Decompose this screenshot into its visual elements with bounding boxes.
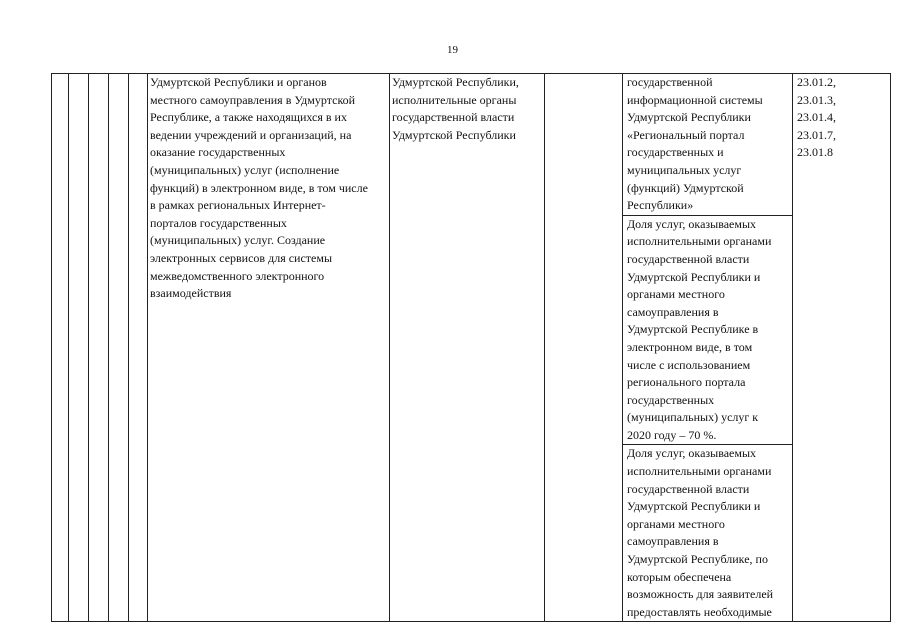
result-text-1: государственной информационной системы Удмуртской Республики «Региональный портал государственных и муниципальных услуг (функций) Удмуртской Республики»: [627, 75, 763, 213]
executor-text: Удмуртской Республики, исполнительные органы государственной власти Удмуртской Республики: [392, 75, 519, 142]
measure-cell: [148, 74, 390, 622]
executor-cell: [390, 74, 545, 622]
term-cell: [545, 74, 623, 622]
result-text-2: Доля услуг, оказываемых исполнительными органами государственной власти Удмуртской Республики и органами местного самоуправления в Удмуртской Республике в электронном виде, в том числе с использованием регионального портала государственных (муниципальных) услуг к 2020 году – 70 %.: [627, 216, 772, 442]
program-table: [51, 73, 891, 622]
col-group-2: [69, 74, 89, 622]
col-group-3: [89, 74, 109, 622]
col-group-1: [52, 74, 69, 622]
col-group-4: [109, 74, 129, 622]
result-cell-3: [623, 445, 793, 622]
result-cell-2: [623, 215, 793, 445]
result-text-3: Доля услуг, оказываемых исполнительными органами государственной власти Удмуртской Республики и органами местного самоуправления в Удмуртской Республике, по которым обеспечена возможность для заявителей предоставлять необходимые: [627, 446, 774, 619]
result-cell-1: [623, 74, 793, 216]
measure-text: Удмуртской Республики и органов местного самоуправления в Удмуртской Республике, а также находящихся в их ведении учреждений и организаций, на оказание государственных (муниципальных) услуг (исполнение функций) в электронном виде, в том числе в рамках региональных Интернет- порталов государственных (муниципальных) услуг. Создание электронных сервисов для системы межведомственного электронного взаимодействия: [150, 75, 368, 301]
col-group-5: [129, 74, 148, 622]
codes-cell: [793, 74, 891, 622]
codes-text: 23.01.2, 23.01.3, 23.01.4, 23.01.7, 23.01.8: [797, 75, 836, 160]
page-number: 19: [447, 44, 458, 56]
